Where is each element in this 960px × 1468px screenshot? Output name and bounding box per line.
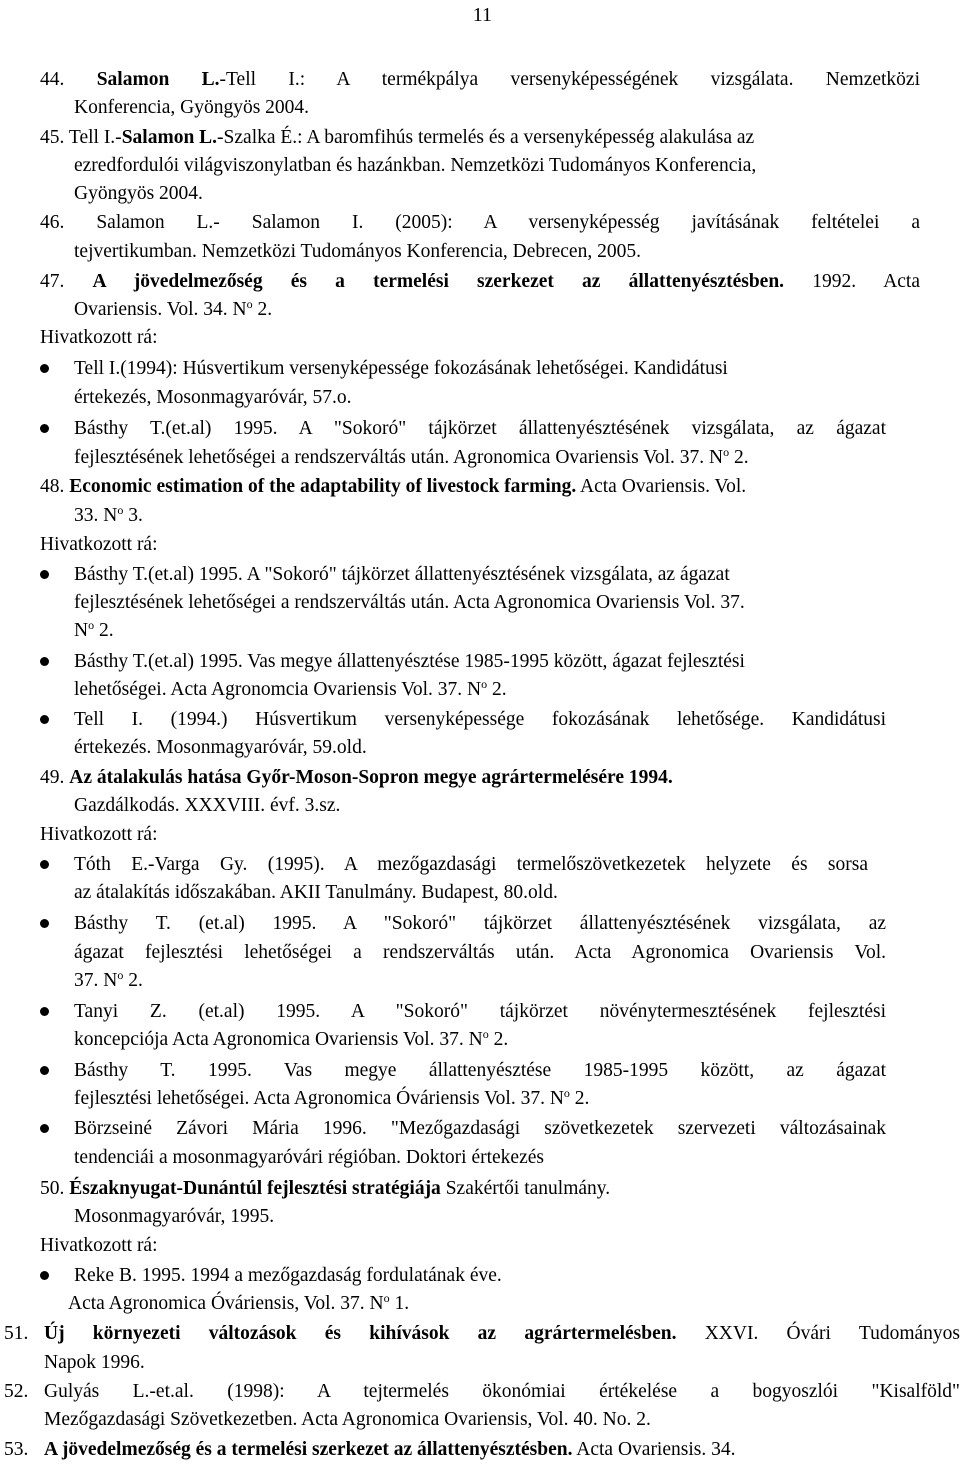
text-line	[40, 124, 754, 151]
text-run: Acta Ovariensis. 34.	[572, 1439, 736, 1460]
text-run: Gulyás L.-et.al. (1998): A tejtermelés ökonómiai értékelése a bogyoszlói "Kisalföld"	[44, 1381, 960, 1402]
text-line	[74, 1203, 274, 1230]
text-run: Tóth E.-Varga Gy. (1995). A mezőgazdasági termelőszövetkezetek helyzete és sorsa	[74, 854, 868, 875]
bullet-icon	[40, 860, 49, 869]
text-line	[40, 1175, 610, 1202]
text-run: 2.	[569, 1088, 590, 1109]
bullet-icon	[40, 1007, 49, 1016]
text-line	[74, 1026, 508, 1053]
text-line	[74, 444, 749, 471]
superscript-text: o	[117, 968, 124, 982]
text-run: Ovariensis. Vol. 34. N	[74, 299, 247, 320]
text-line	[74, 296, 272, 323]
text-run: Konferencia, Gyöngyös 2004.	[74, 97, 310, 118]
text-line	[40, 66, 920, 93]
text-run: 2.	[123, 970, 143, 991]
text-line	[74, 879, 558, 906]
text-line	[40, 764, 673, 791]
text-run: Börzseiné Závori Mária 1996. "Mezőgazdasági szövetkezetek szervezeti változásainak	[74, 1118, 886, 1139]
item-number: 53.	[4, 1439, 29, 1460]
text-run: XXVI. Óvári Tudományos	[676, 1323, 960, 1344]
superscript-text: o	[383, 1291, 390, 1305]
reference-entry	[44, 1436, 944, 1463]
text-line	[4, 1436, 736, 1463]
text-line	[74, 1115, 886, 1142]
text-run: 2.	[729, 447, 749, 468]
text-run: fejlesztésének lehetőségei a rendszerváltás után. Agronomica Ovariensis Vol. 37. N	[74, 447, 724, 468]
text-line	[74, 851, 868, 878]
text-run: Básthy T. 1995. Vas megye állattenyésztése 1985-1995 között, az ágazat	[74, 1060, 886, 1081]
item-number: 51.	[4, 1323, 29, 1344]
text-run: Tanyi Z. (et.al) 1995. A "Sokoró" tájkörzet növénytermesztésének fejlesztési	[74, 1001, 886, 1022]
text-run: 2.	[488, 1029, 509, 1050]
text-line	[74, 355, 728, 382]
text-line	[40, 473, 746, 500]
bullet-icon	[40, 1124, 49, 1133]
text-run: ezredfordulói világviszonylatban és hazánkban. Nemzetközi Tudományos Konferencia,	[74, 155, 757, 176]
text-line	[74, 94, 309, 121]
text-run: fejlesztési lehetőségei. Acta Agronomica Óváriensis Vol. 37. N	[74, 1088, 564, 1109]
text-run: -Tell I.: A termékpálya versenyképességének vizsgálata. Nemzetközi	[219, 69, 920, 90]
page-number: 11	[472, 4, 492, 26]
text-run: Hivatkozott rá:	[40, 327, 158, 348]
text-run: Hivatkozott rá:	[40, 534, 158, 555]
text-run: Tell I. (1994.) Húsvertikum versenyképessége fokozásának lehetősége. Kandidátusi	[74, 709, 886, 730]
text-run: Mezőgazdasági Szövetkezetben. Acta Agronomica Ovariensis, Vol. 40. No. 2.	[44, 1409, 651, 1430]
bullet-icon	[40, 424, 49, 433]
item-number: 52.	[4, 1381, 29, 1402]
text-line	[74, 910, 886, 937]
text-line	[74, 734, 367, 761]
bold-title-text: Economic estimation of the adaptability of livestock farming.	[69, 476, 577, 497]
text-line	[74, 1144, 544, 1171]
text-line	[74, 152, 756, 179]
text-run: 1992. Acta	[784, 271, 921, 292]
superscript-text: o	[246, 297, 253, 311]
text-line	[40, 821, 158, 848]
text-run: tejvertikumban. Nemzetközi Tudományos Konferencia, Debrecen, 2005.	[74, 241, 641, 262]
text-line	[74, 589, 745, 616]
text-line	[74, 939, 886, 966]
text-run: 46. Salamon L.- Salamon I. (2005): A versenyképesség javításának feltételei a	[40, 212, 920, 233]
text-line	[74, 998, 886, 1025]
text-run: 45. Tell I.-	[40, 127, 122, 148]
text-run: 47.	[40, 271, 93, 292]
text-run: az átalakítás időszakában. AKII Tanulmány. Budapest, 80.old.	[74, 882, 558, 903]
text-run: Acta Agronomica Óváriensis, Vol. 37. N	[68, 1293, 384, 1314]
text-line	[74, 676, 507, 703]
text-run: tendenciái a mosonmagyaróvári régióban. Doktori értekezés	[74, 1147, 544, 1168]
text-line	[44, 1406, 651, 1433]
text-line	[74, 238, 641, 265]
bold-title-text: A jövedelmezőség és a termelési szerkezet az állattenyésztésben.	[92, 271, 785, 292]
text-run: 48.	[40, 476, 70, 497]
text-line	[44, 1349, 145, 1376]
bold-title-text: A jövedelmezőség és a termelési szerkezet az állattenyésztésben.	[44, 1439, 573, 1460]
text-line	[40, 1232, 158, 1259]
text-line	[40, 268, 920, 295]
text-run: Hivatkozott rá:	[40, 1235, 158, 1256]
text-line	[74, 648, 745, 675]
bold-title-text: Salamon L.	[96, 69, 220, 90]
superscript-text: o	[88, 618, 95, 632]
text-run: 1.	[389, 1293, 410, 1314]
text-line	[4, 1320, 960, 1347]
text-run: N	[74, 620, 89, 641]
text-run: koncepciója Acta Agronomica Ovariensis Vol. 37. N	[74, 1029, 483, 1050]
superscript-text: o	[563, 1086, 570, 1100]
bold-title-text: Északnyugat-Dunántúl fejlesztési stratégiája	[69, 1178, 441, 1199]
text-line	[40, 531, 158, 558]
bullet-icon	[40, 657, 49, 666]
text-run: 3.	[123, 505, 143, 526]
text-run: 2.	[94, 620, 114, 641]
text-run: Básthy T.(et.al) 1995. Vas megye állattenyésztése 1985-1995 között, ágazat fejlesztési	[74, 651, 745, 672]
bullet-icon	[40, 1271, 49, 1280]
text-line	[74, 1085, 589, 1112]
text-line	[74, 502, 143, 529]
text-line	[4, 1378, 960, 1405]
bullet-icon	[40, 570, 49, 579]
text-run: Szakértői tanulmány.	[440, 1178, 611, 1199]
bold-title-text: Salamon L.	[121, 127, 218, 148]
text-run: 49.	[40, 767, 70, 788]
text-run: -Szalka É.: A baromfihús termelés és a versenyképesség alakulása az	[217, 127, 755, 148]
text-run: Tell I.(1994): Húsvertikum versenyképessége fokozásának lehetőségei. Kandidátusi	[74, 358, 728, 379]
text-run: Gyöngyös 2004.	[74, 183, 203, 204]
text-line	[40, 209, 920, 236]
text-run: Hivatkozott rá:	[40, 824, 158, 845]
text-line	[74, 792, 340, 819]
text-line	[40, 324, 158, 351]
text-line	[74, 967, 143, 994]
bullet-icon	[40, 715, 49, 724]
superscript-text: o	[723, 445, 730, 459]
text-line	[74, 1262, 502, 1289]
bold-title-text: Az átalakulás hatása Győr-Moson-Sopron megye agrártermelésére 1994.	[69, 767, 673, 788]
text-run: Básthy T.(et.al) 1995. A "Sokoró" tájkörzet állattenyésztésének vizsgálata, az ágazat	[74, 418, 886, 439]
text-line	[74, 706, 886, 733]
text-run: értekezés, Mosonmagyaróvár, 57.o.	[74, 387, 352, 408]
bullet-icon	[40, 364, 49, 373]
text-line	[74, 384, 352, 411]
text-line	[74, 1057, 886, 1084]
text-run: Básthy T. (et.al) 1995. A "Sokoró" tájkörzet állattenyésztésének vizsgálata, az	[74, 913, 886, 934]
superscript-text: o	[117, 503, 124, 517]
text-run: Gazdálkodás. XXXVIII. évf. 3.sz.	[74, 795, 341, 816]
text-run: 2.	[252, 299, 273, 320]
bullet-icon	[40, 1066, 49, 1075]
text-line	[68, 1290, 409, 1317]
text-run: Básthy T.(et.al) 1995. A "Sokoró" tájkörzet állattenyésztésének vizsgálata, az ágazat	[74, 564, 730, 585]
text-run: Acta Ovariensis. Vol.	[576, 476, 747, 497]
text-run: értekezés. Mosonmagyaróvár, 59.old.	[74, 737, 367, 758]
text-line	[74, 180, 203, 207]
text-run: 37. N	[74, 970, 118, 991]
text-run: 50.	[40, 1178, 70, 1199]
text-run: 44.	[40, 69, 97, 90]
text-line	[74, 617, 114, 644]
text-run: Reke B. 1995. 1994 a mezőgazdaság fordulatának éve.	[74, 1265, 502, 1286]
reference-entry	[44, 1378, 960, 1405]
text-run: 33. N	[74, 505, 118, 526]
text-run: Napok 1996.	[44, 1352, 145, 1373]
bullet-icon	[40, 919, 49, 928]
reference-entry	[44, 1320, 960, 1347]
text-run: fejlesztésének lehetőségei a rendszerváltás után. Acta Agronomica Ovariensis Vol. 37.	[74, 592, 745, 613]
text-line	[74, 415, 886, 442]
text-line	[74, 561, 730, 588]
text-run: ágazat fejlesztési lehetőségei a rendszerváltás után. Acta Agronomica Ovariensis Vol.	[74, 942, 886, 963]
text-run: Mosonmagyaróvár, 1995.	[74, 1206, 275, 1227]
bold-title-text: Új környezeti változások és kihívások az agrártermelésben.	[44, 1323, 677, 1344]
text-run: 2.	[487, 679, 507, 700]
superscript-text: o	[481, 677, 488, 691]
superscript-text: o	[482, 1027, 489, 1041]
text-run: lehetőségei. Acta Agronomcia Ovariensis Vol. 37. N	[74, 679, 482, 700]
